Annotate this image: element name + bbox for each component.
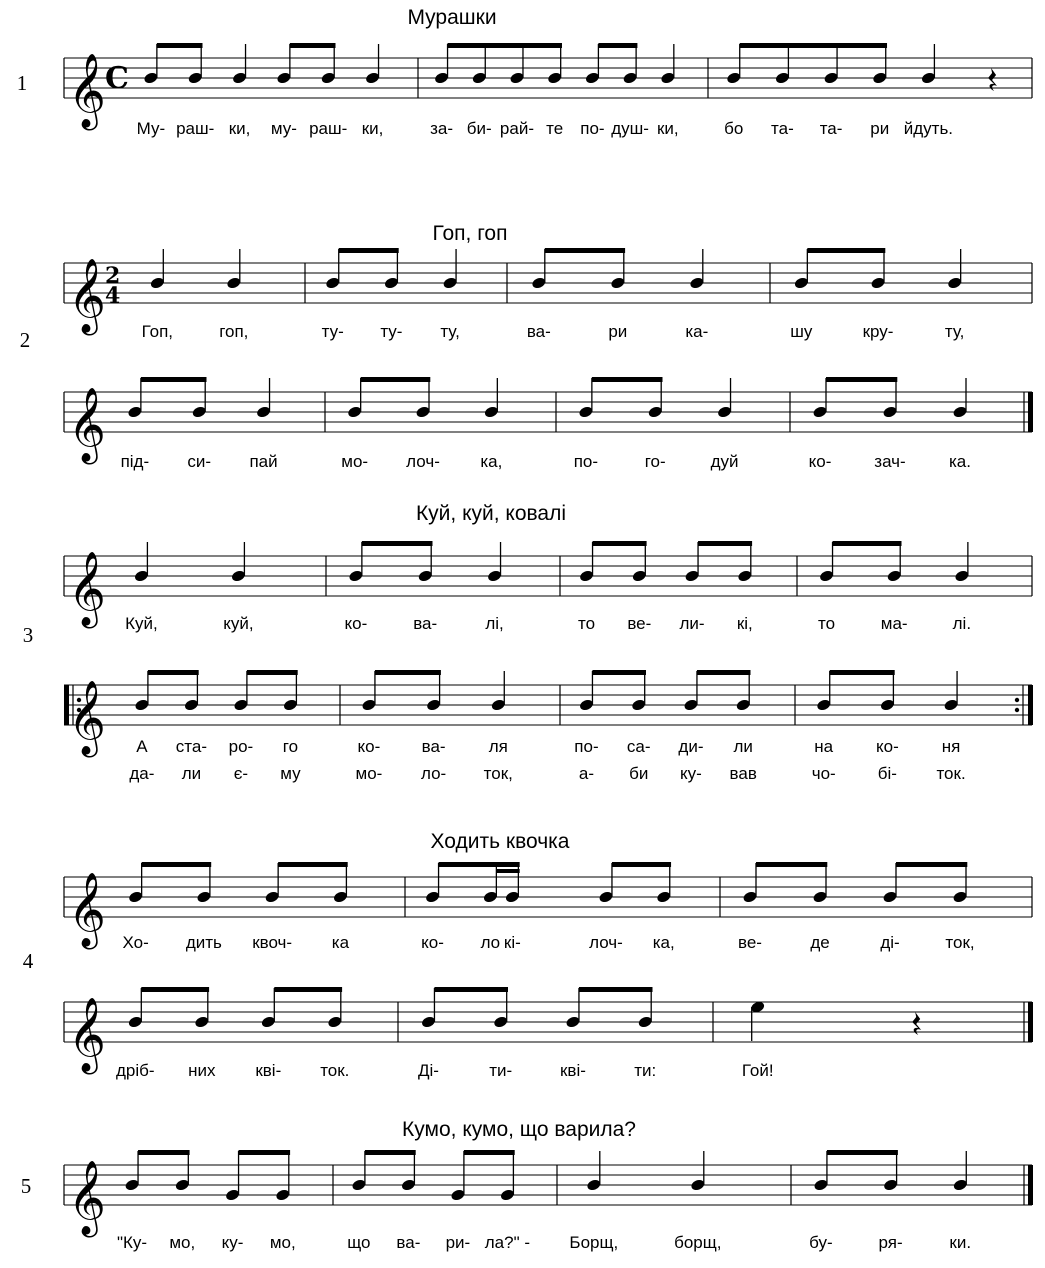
lyric-syllable: пай [249, 452, 278, 471]
repeat-end-barline [1028, 685, 1033, 725]
lyric-syllable: гоп, [219, 322, 249, 341]
lyric-syllable: Ді- [417, 1061, 439, 1080]
lyric-syllable: да- [129, 764, 155, 783]
lyric-syllable: Борщ, [569, 1233, 619, 1252]
final-barline [1028, 1165, 1033, 1205]
lyric-syllable: Му- [136, 119, 166, 138]
staff [64, 670, 1033, 783]
beam [439, 862, 520, 867]
lyric-syllable: си- [187, 452, 212, 471]
lyric-syllable: ко- [344, 614, 368, 633]
lyric-syllable: йдуть. [903, 119, 954, 138]
lyric-syllable: ря- [878, 1233, 903, 1252]
staff [64, 248, 1032, 341]
staff [64, 862, 1032, 952]
beam [896, 862, 967, 867]
lyric-syllable: раш- [309, 119, 348, 138]
staff [64, 987, 1033, 1080]
song-title: Гоп, гоп [432, 222, 508, 245]
staff [64, 43, 1032, 138]
lyric-syllable: "Ку- [116, 1233, 148, 1252]
lyric-syllable: по- [574, 737, 599, 756]
lyric-syllable: ки, [361, 119, 384, 138]
lyric-syllable: ка [331, 933, 350, 952]
final-barline [1028, 1002, 1033, 1042]
lyric-syllable: ли [733, 737, 753, 756]
beam [141, 987, 209, 992]
treble-clef-icon: 𝄞 [68, 388, 106, 462]
lyric-syllable: ри- [445, 1233, 471, 1252]
lyric-syllable: ко- [876, 737, 899, 756]
lyric-syllable: мо, [169, 1233, 196, 1252]
beam [827, 1150, 898, 1155]
lyric-syllable: му [280, 764, 301, 783]
lyric-syllable: ри [608, 322, 628, 341]
lyric-syllable: ток. [936, 764, 966, 783]
lyric-syllable: лі, [485, 614, 504, 633]
lyric-syllable: ло- [420, 764, 447, 783]
lyric-syllable: ту- [380, 322, 403, 341]
lyric-syllable: а- [578, 764, 595, 783]
lyric-syllable: бі- [877, 764, 897, 783]
lyric-syllable: кві- [255, 1061, 282, 1080]
lyric-syllable: по- [573, 452, 599, 471]
lyric-syllable: ка, [480, 452, 503, 471]
beam [157, 43, 203, 48]
beam [339, 248, 399, 253]
beam [138, 1150, 190, 1155]
sixteenth-beam [496, 869, 519, 873]
beam [592, 377, 663, 382]
beam [545, 248, 625, 253]
beam [448, 43, 562, 48]
lyric-syllable: шу [790, 322, 813, 341]
lyric-syllable: ко- [357, 737, 381, 756]
lyric-syllable: дить [185, 933, 222, 952]
lyric-syllable: дуй [710, 452, 739, 471]
lyric-syllable: ту- [321, 322, 344, 341]
lyric-syllable: ло [480, 933, 501, 952]
beam [593, 541, 647, 546]
lyric-syllable: на [814, 737, 834, 756]
lyric-syllable: кі- [503, 933, 521, 952]
lyric-syllable: ва- [421, 737, 446, 756]
lyric-syllable: борщ, [674, 1233, 722, 1252]
lyric-syllable: лоч- [589, 933, 623, 952]
lyric-syllable: квоч- [252, 933, 293, 952]
lyric-syllable: та- [819, 119, 843, 138]
beam [756, 862, 827, 867]
lyric-syllable: Хо- [122, 933, 149, 952]
beam [598, 43, 637, 48]
lyric-syllable: то [578, 614, 596, 633]
lyric-syllable: по- [580, 119, 605, 138]
beam [592, 670, 646, 675]
lyric-syllable: раш- [176, 119, 215, 138]
lyric-syllable: ва- [396, 1233, 421, 1252]
beam [826, 377, 897, 382]
lyric-syllable: рай- [499, 119, 535, 138]
lyric-syllable: му- [270, 119, 297, 138]
beam [579, 987, 653, 992]
song-number: 1 [16, 71, 28, 95]
lyric-syllable: ва- [413, 614, 438, 633]
treble-clef-icon: 𝄞 [68, 54, 106, 128]
beam [148, 670, 199, 675]
lyric-syllable: є- [233, 764, 249, 783]
final-barline [1028, 392, 1033, 432]
lyric-syllable: ли- [679, 614, 705, 633]
lyric-syllable: ла?" - [484, 1233, 531, 1252]
lyric-syllable: ку- [221, 1233, 244, 1252]
beam [290, 43, 336, 48]
lyric-syllable: Гой! [741, 1061, 774, 1080]
lyric-syllable: ти: [634, 1061, 657, 1080]
beam [434, 987, 508, 992]
common-time-signature: C [105, 61, 129, 96]
lyric-syllable: за- [430, 119, 454, 138]
time-signature-numerator: 2 [105, 263, 121, 289]
time-signature-denominator: 4 [105, 283, 121, 309]
lyric-syllable: ка- [685, 322, 709, 341]
beam [247, 670, 298, 675]
beam [278, 862, 348, 867]
lyric-syllable: то [818, 614, 836, 633]
lyric-syllable: А [136, 737, 148, 756]
beam [274, 987, 342, 992]
lyric-syllable: го [282, 737, 299, 756]
lyric-syllable: бу- [809, 1233, 833, 1252]
lyric-syllable: ки, [656, 119, 679, 138]
treble-clef-icon: 𝄞 [68, 259, 106, 333]
lyric-syllable: душ- [611, 119, 649, 138]
lyric-syllable: кві- [559, 1061, 586, 1080]
lyric-syllable: лоч- [406, 452, 440, 471]
lyric-syllable: бо [724, 119, 744, 138]
beam [362, 541, 433, 546]
song-title: Кумо, кумо, що варила? [402, 1118, 636, 1141]
lyric-syllable: них [188, 1061, 216, 1080]
lyric-syllable: ве- [738, 933, 762, 952]
beam [375, 670, 441, 675]
beam [464, 1150, 515, 1155]
lyric-syllable: ток. [320, 1061, 350, 1080]
lyric-syllable: ток, [945, 933, 975, 952]
lyric-syllable: би [629, 764, 649, 783]
lyric-syllable: ко- [808, 452, 832, 471]
lyric-syllable: лі. [952, 614, 972, 633]
lyric-syllable: те [546, 119, 564, 138]
beam [830, 670, 895, 675]
lyric-syllable: ки, [228, 119, 251, 138]
lyric-syllable: мо, [269, 1233, 296, 1252]
beam [698, 541, 752, 546]
song-title: Мурашки [407, 6, 497, 29]
lyric-syllable: ти- [489, 1061, 513, 1080]
lyric-syllable: під- [120, 452, 150, 471]
lyric-syllable: що [347, 1233, 371, 1252]
lyric-syllable: ро- [228, 737, 254, 756]
song-title: Куй, куй, ковалі [415, 502, 567, 525]
beam [361, 377, 431, 382]
lyric-syllable: вав [729, 764, 757, 783]
repeat-dot [1015, 698, 1019, 702]
lyric-syllable: мо- [341, 452, 369, 471]
lyric-syllable: би- [466, 119, 492, 138]
lyric-syllable: дріб- [116, 1061, 155, 1080]
lyric-syllable: ка, [652, 933, 675, 952]
lyric-syllable: мо- [355, 764, 383, 783]
staff [64, 377, 1033, 471]
treble-clef-icon: 𝄞 [68, 681, 106, 755]
lyric-syllable: ка. [949, 452, 971, 471]
lyric-syllable: са- [626, 737, 651, 756]
song-title: Ходить квочка [430, 830, 570, 853]
beam [807, 248, 885, 253]
lyric-syllable: ма- [880, 614, 908, 633]
lyric-syllable: кі, [736, 614, 753, 633]
song-number: 3 [22, 623, 34, 647]
beam [365, 1150, 416, 1155]
lyric-syllable: ли [181, 764, 202, 783]
staff [64, 1150, 1033, 1252]
lyric-syllable: чо- [811, 764, 836, 783]
song-number: 5 [20, 1174, 32, 1198]
lyric-syllable: ве- [627, 614, 652, 633]
lyric-syllable: ня [941, 737, 961, 756]
beam [740, 43, 887, 48]
lyric-syllable: ва- [526, 322, 551, 341]
song-number: 2 [19, 328, 31, 352]
beam [833, 541, 902, 546]
beam [141, 377, 207, 382]
treble-clef-icon: 𝄞 [68, 873, 106, 947]
lyric-syllable: куй, [223, 614, 254, 633]
lyric-syllable: ток, [483, 764, 513, 783]
lyric-syllable: ту, [440, 322, 460, 341]
song-number: 4 [22, 949, 34, 973]
beam [239, 1150, 291, 1155]
beam [612, 862, 671, 867]
lyric-syllable: ко- [421, 933, 444, 952]
lyric-syllable: ки. [949, 1233, 972, 1252]
treble-clef-icon: 𝄞 [68, 552, 106, 626]
beam [142, 862, 212, 867]
lyric-syllable: ді- [880, 933, 900, 952]
lyric-syllable: та- [771, 119, 794, 138]
treble-clef-icon: 𝄞 [68, 998, 106, 1072]
lyric-syllable: ди- [678, 737, 704, 756]
lyric-syllable: де [810, 933, 830, 952]
lyric-syllable: Гоп, [141, 322, 174, 341]
beam [697, 670, 751, 675]
lyric-syllable: зач- [874, 452, 906, 471]
lyric-syllable: го- [644, 452, 666, 471]
lyric-syllable: ста- [175, 737, 208, 756]
lyric-syllable: кру- [862, 322, 894, 341]
repeat-dot [1015, 708, 1019, 712]
lyric-syllable: ля [488, 737, 508, 756]
lyric-syllable: ку- [680, 764, 702, 783]
lyric-syllable: ри [870, 119, 890, 138]
lyric-syllable: ту, [944, 322, 965, 341]
treble-clef-icon: 𝄞 [68, 1161, 106, 1235]
staff [64, 541, 1032, 633]
lyric-syllable: Куй, [125, 614, 158, 633]
